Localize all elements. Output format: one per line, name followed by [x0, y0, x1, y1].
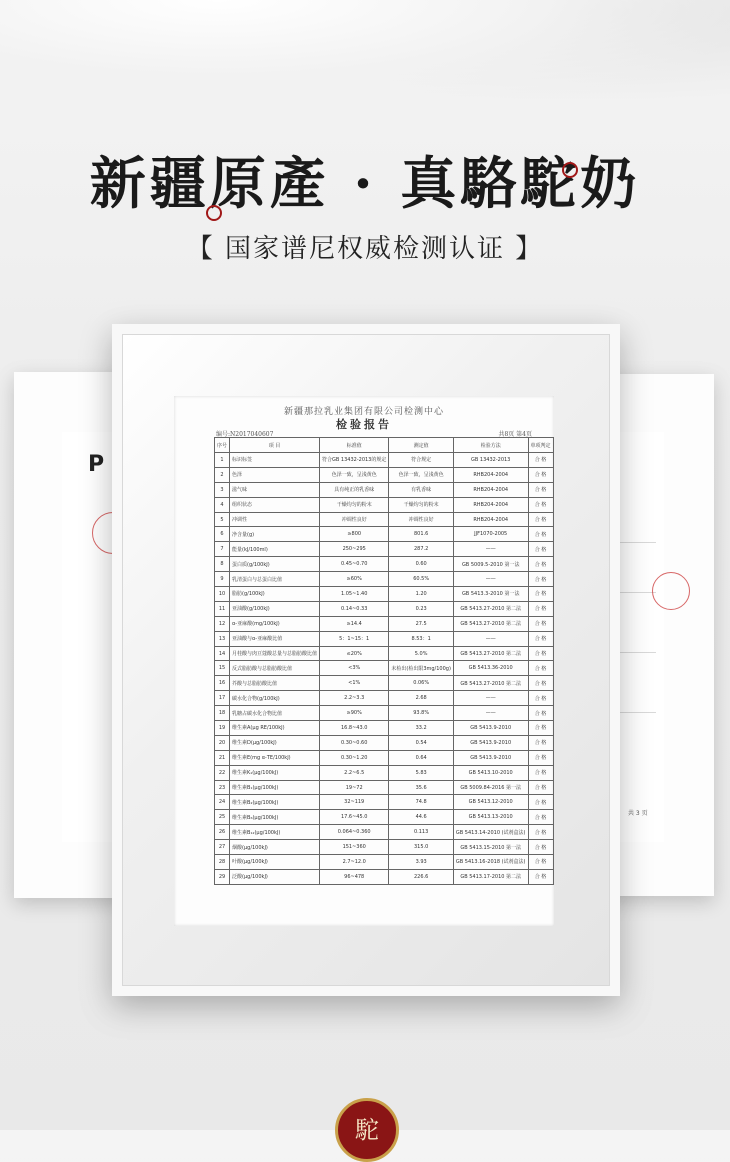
table-cell: 18 [215, 706, 230, 721]
table-cell: 33.2 [389, 721, 454, 736]
table-cell: 2.2~6.5 [320, 765, 389, 780]
test-report-document [174, 396, 554, 926]
table-cell: 2.2~3.3 [320, 691, 389, 706]
table-cell: 0.14~0.33 [320, 601, 389, 616]
table-cell: RHB204-2004 [453, 482, 528, 497]
table-cell: GB 5413.27-2010 第二法 [453, 616, 528, 631]
table-cell: 19 [215, 721, 230, 736]
table-cell: 烟酸(μg/100kJ) [230, 840, 320, 855]
table-cell: 16.8~43.0 [320, 721, 389, 736]
table-row [215, 467, 554, 482]
table-cell: 151~360 [320, 840, 389, 855]
table-cell: 0.113 [389, 825, 454, 840]
table-cell: 合 格 [528, 735, 553, 750]
table-cell: GB 5413.12-2010 [453, 795, 528, 810]
table-cell: 合 格 [528, 467, 553, 482]
table-cell: GB 13432-2013 [453, 453, 528, 468]
table-row [215, 691, 554, 706]
table-row [215, 661, 554, 676]
table-cell: 合 格 [528, 631, 553, 646]
table-cell: ≥60% [320, 572, 389, 587]
table-cell: 0.30~1.20 [320, 750, 389, 765]
report-title: 检验报告 [336, 418, 392, 431]
table-cell: GB 5413.15-2010 第一法 [453, 840, 528, 855]
table-cell: —— [453, 542, 528, 557]
table-row [215, 542, 554, 557]
table-cell: 合 格 [528, 497, 553, 512]
table-cell: RHB204-2004 [453, 467, 528, 482]
table-cell: 13 [215, 631, 230, 646]
silk-background [0, 0, 730, 120]
table-cell: 脂肪(g/100kJ) [230, 587, 320, 602]
table-cell: 滋气味 [230, 482, 320, 497]
table-cell: 反式脂肪酸与总脂肪酸比值 [230, 661, 320, 676]
table-cell: ≥90% [320, 706, 389, 721]
table-cell: 0.30~0.60 [320, 735, 389, 750]
table-cell: 29 [215, 869, 230, 884]
table-cell: 合 格 [528, 869, 553, 884]
table-cell: 维生素D(μg/100kJ) [230, 735, 320, 750]
doc-line [616, 652, 656, 653]
table-cell: —— [453, 572, 528, 587]
table-cell: 干燥均匀的粉末 [389, 497, 454, 512]
table-row [215, 780, 554, 795]
table-cell: 6 [215, 527, 230, 542]
table-cell: 泛酸(μg/100kJ) [230, 869, 320, 884]
table-cell: 色泽 [230, 467, 320, 482]
table-cell: 801.6 [389, 527, 454, 542]
table-cell: GB 5413.16-2018 (试剂盒法) [453, 855, 528, 870]
table-cell: JJF1070-2005 [453, 527, 528, 542]
table-header-row [215, 438, 554, 453]
table-cell: 合 格 [528, 825, 553, 840]
report-page: 共8页 第4页 [498, 431, 532, 438]
table-row [215, 482, 554, 497]
table-cell: 11 [215, 601, 230, 616]
page-subtitle: 【 国家谱尼权威检测认证 】 [186, 234, 544, 264]
table-cell: GB 5009.5-2010 第一法 [453, 557, 528, 572]
table-cell: 合 格 [528, 721, 553, 736]
table-row [215, 572, 554, 587]
table-cell: 8 [215, 557, 230, 572]
table-cell: 8.53：1 [389, 631, 454, 646]
table-cell: 1 [215, 453, 230, 468]
table-cell: —— [453, 631, 528, 646]
table-cell: GB 5413.27-2010 第二法 [453, 646, 528, 661]
table-cell: GB 5413.9-2010 [453, 735, 528, 750]
table-cell: 维生素B₁(μg/100kJ) [230, 780, 320, 795]
table-cell: 2.68 [389, 691, 454, 706]
table-cell: 维生素K₁(μg/100kJ) [230, 765, 320, 780]
table-cell: 维生素A(μg RE/100kJ) [230, 721, 320, 736]
table-cell: 有乳香味 [389, 482, 454, 497]
right-certificate-frame [606, 374, 714, 896]
table-cell: 组织状态 [230, 497, 320, 512]
table-row [215, 616, 554, 631]
table-cell: 符合GB 13432-2013的规定 [320, 453, 389, 468]
table-cell: 5：1~15：1 [320, 631, 389, 646]
column-header: 标准值 [320, 438, 389, 453]
decorative-circle [206, 205, 222, 221]
table-row [215, 527, 554, 542]
report-table-body [215, 453, 554, 885]
table-row [215, 676, 554, 691]
table-cell: 9 [215, 572, 230, 587]
table-row [215, 587, 554, 602]
table-cell: 合 格 [528, 691, 553, 706]
table-cell: 3 [215, 482, 230, 497]
table-cell: 96~478 [320, 869, 389, 884]
table-cell: 315.0 [389, 840, 454, 855]
table-cell: 26 [215, 825, 230, 840]
table-cell: GB 5413.27-2010 第二法 [453, 676, 528, 691]
table-row [215, 646, 554, 661]
table-cell: 合 格 [528, 706, 553, 721]
table-cell: 44.6 [389, 810, 454, 825]
table-cell: 17.6~45.0 [320, 810, 389, 825]
table-cell: RHB204-2004 [453, 497, 528, 512]
table-row [215, 497, 554, 512]
table-cell: 0.64 [389, 750, 454, 765]
table-cell: 27 [215, 840, 230, 855]
table-cell: 色泽一致，呈浅黄色 [320, 467, 389, 482]
table-cell: 10 [215, 587, 230, 602]
doc-line [616, 712, 656, 713]
table-cell: 25 [215, 810, 230, 825]
table-cell: 2.7~12.0 [320, 855, 389, 870]
table-cell: <1% [320, 676, 389, 691]
table-cell: 亚油酸(g/100kJ) [230, 601, 320, 616]
table-cell: 合 格 [528, 482, 553, 497]
table-row [215, 706, 554, 721]
main-certificate-frame [112, 324, 620, 996]
table-cell: 合 格 [528, 542, 553, 557]
table-cell: 合 格 [528, 676, 553, 691]
table-cell: GB 5009.84-2016 第一法 [453, 780, 528, 795]
table-cell: 冲调性良好 [320, 512, 389, 527]
table-row [215, 721, 554, 736]
table-row [215, 825, 554, 840]
page-title: 新疆原產 · 真駱駝奶 [89, 151, 641, 217]
table-cell: —— [453, 706, 528, 721]
table-row [215, 810, 554, 825]
table-cell: 叶酸(μg/100kJ) [230, 855, 320, 870]
table-cell: GB 5413.36-2010 [453, 661, 528, 676]
table-row [215, 735, 554, 750]
table-row [215, 869, 554, 884]
table-cell: 合 格 [528, 661, 553, 676]
table-cell: 5.0% [389, 646, 454, 661]
right-doc-page: 共 3 页 [628, 810, 648, 817]
lab-name: 新疆那拉乳业集团有限公司检测中心 [283, 407, 444, 417]
table-cell: 蛋白质(g/100kJ) [230, 557, 320, 572]
left-certificate-frame [14, 372, 124, 898]
table-cell: 合 格 [528, 840, 553, 855]
table-cell: 合 格 [528, 453, 553, 468]
table-cell: 60.5% [389, 572, 454, 587]
table-cell: 色泽一致，呈浅黄色 [389, 467, 454, 482]
table-cell: GB 5413.14-2010 (试剂盒法) [453, 825, 528, 840]
table-cell: 12 [215, 616, 230, 631]
table-cell: 23 [215, 780, 230, 795]
table-cell: 250~295 [320, 542, 389, 557]
table-cell: 合 格 [528, 587, 553, 602]
table-cell: GB 5413.27-2010 第二法 [453, 601, 528, 616]
table-cell: 合 格 [528, 855, 553, 870]
table-cell: 19~72 [320, 780, 389, 795]
table-cell: 0.60 [389, 557, 454, 572]
table-cell: 冲调性 [230, 512, 320, 527]
table-cell: ≤20% [320, 646, 389, 661]
table-cell: 合 格 [528, 750, 553, 765]
table-cell: 1.05~1.40 [320, 587, 389, 602]
table-cell: 3.93 [389, 855, 454, 870]
table-cell: 合 格 [528, 527, 553, 542]
table-cell: 合 格 [528, 810, 553, 825]
report-table [214, 437, 554, 885]
table-cell: 月桂酸与肉豆蔻酸总量与总脂肪酸比值 [230, 646, 320, 661]
table-row [215, 557, 554, 572]
table-cell: RHB204-2004 [453, 512, 528, 527]
table-row [215, 601, 554, 616]
table-cell: 具有纯正的乳香味 [320, 482, 389, 497]
table-cell: 乳清蛋白与总蛋白比值 [230, 572, 320, 587]
table-cell: GB 5413.9-2010 [453, 721, 528, 736]
table-cell: —— [453, 691, 528, 706]
table-cell: 0.45~0.70 [320, 557, 389, 572]
table-row [215, 840, 554, 855]
table-cell: 0.54 [389, 735, 454, 750]
table-cell: 7 [215, 542, 230, 557]
table-cell: 碳水化合物(g/100kJ) [230, 691, 320, 706]
table-cell: <3% [320, 661, 389, 676]
table-cell: 16 [215, 676, 230, 691]
table-cell: 合 格 [528, 512, 553, 527]
table-cell: 维生素E(mg α-TE/100kJ) [230, 750, 320, 765]
table-row [215, 453, 554, 468]
table-cell: 287.2 [389, 542, 454, 557]
table-cell: 合 格 [528, 616, 553, 631]
table-cell: GB 5413.17-2010 第二法 [453, 869, 528, 884]
table-cell: ≥800 [320, 527, 389, 542]
table-cell: 14 [215, 646, 230, 661]
table-cell: 净含量(g) [230, 527, 320, 542]
table-cell: ≥14.4 [320, 616, 389, 631]
column-header: 序号 [215, 438, 230, 453]
table-cell: 21 [215, 750, 230, 765]
doc-line [616, 542, 656, 543]
table-cell: 符合规定 [389, 453, 454, 468]
doc-line [616, 592, 656, 593]
table-cell: 35.6 [389, 780, 454, 795]
report-number: 编号:N2017040607 [216, 431, 274, 438]
table-cell: 合 格 [528, 765, 553, 780]
table-cell: 冲调性良好 [389, 512, 454, 527]
table-cell: 20 [215, 735, 230, 750]
table-cell: 干燥均匀的粉末 [320, 497, 389, 512]
table-cell: 维生素B₆(μg/100kJ) [230, 810, 320, 825]
column-header: 项 目 [230, 438, 320, 453]
table-cell: 维生素B₁₂(μg/100kJ) [230, 825, 320, 840]
table-row [215, 631, 554, 646]
table-cell: 0.06% [389, 676, 454, 691]
table-cell: GB 5413.13-2010 [453, 810, 528, 825]
table-cell: 亚油酸与α-亚麻酸比值 [230, 631, 320, 646]
column-header: 测定值 [389, 438, 454, 453]
table-cell: 合 格 [528, 572, 553, 587]
table-cell: 22 [215, 765, 230, 780]
table-row [215, 512, 554, 527]
table-cell: 合 格 [528, 601, 553, 616]
red-stamp [652, 572, 690, 610]
table-cell: 93.8% [389, 706, 454, 721]
table-cell: 15 [215, 661, 230, 676]
brand-seal-badge: 駝 [335, 1098, 399, 1162]
left-doc-logo: P [88, 452, 105, 477]
table-cell: 226.6 [389, 869, 454, 884]
table-cell: 5 [215, 512, 230, 527]
table-row [215, 765, 554, 780]
table-cell: 5.83 [389, 765, 454, 780]
table-cell: GB 5413.10-2010 [453, 765, 528, 780]
table-cell: GB 5413.3-2010 第一法 [453, 587, 528, 602]
table-cell: 0.23 [389, 601, 454, 616]
table-cell: 27.5 [389, 616, 454, 631]
table-cell: 能量(kJ/100ml) [230, 542, 320, 557]
table-cell: 17 [215, 691, 230, 706]
table-cell: 1.20 [389, 587, 454, 602]
table-row [215, 750, 554, 765]
table-cell: 2 [215, 467, 230, 482]
table-cell: 合 格 [528, 557, 553, 572]
table-row [215, 795, 554, 810]
table-cell: 32~119 [320, 795, 389, 810]
table-cell: 标识标签 [230, 453, 320, 468]
table-cell: 0.064~0.360 [320, 825, 389, 840]
column-header: 检验方法 [453, 438, 528, 453]
table-cell: 乳糖占碳水化合物比值 [230, 706, 320, 721]
table-cell: 未检出(检出限3mg/100g) [389, 661, 454, 676]
table-cell: 74.8 [389, 795, 454, 810]
table-cell: α-亚麻酸(mg/100kJ) [230, 616, 320, 631]
table-cell: GB 5413.9-2010 [453, 750, 528, 765]
table-row [215, 855, 554, 870]
table-cell: 芥酸与总脂肪酸比值 [230, 676, 320, 691]
decorative-circle [562, 162, 578, 178]
table-cell: 28 [215, 855, 230, 870]
table-cell: 4 [215, 497, 230, 512]
table-cell: 合 格 [528, 646, 553, 661]
column-header: 单项判定 [528, 438, 553, 453]
table-cell: 24 [215, 795, 230, 810]
table-cell: 维生素B₂(μg/100kJ) [230, 795, 320, 810]
table-cell: 合 格 [528, 795, 553, 810]
table-cell: 合 格 [528, 780, 553, 795]
